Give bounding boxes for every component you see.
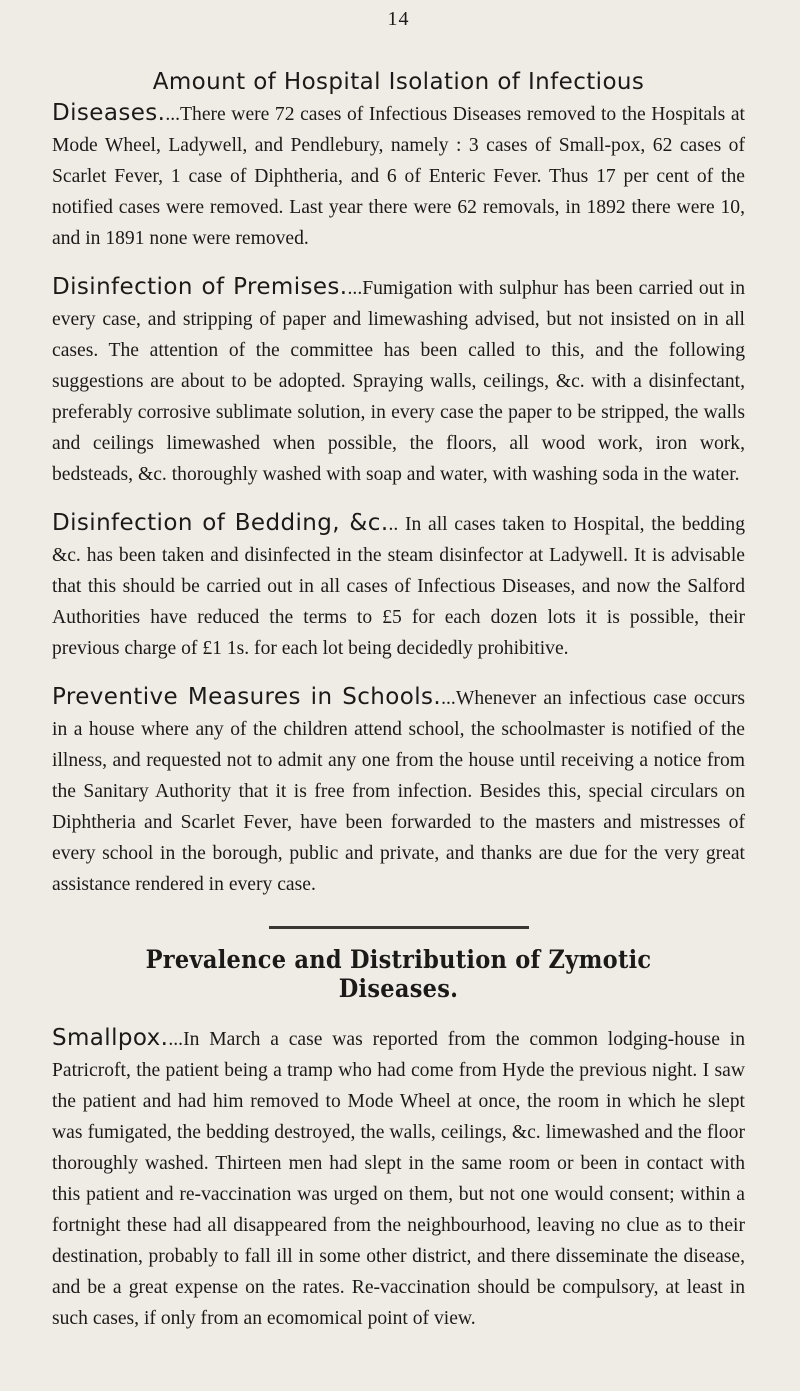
schools-body: ...Whenever an infectious case occurs in a house where any of the children attend school, the schoolmaster is notified of the illness, and requested not to admit any one from the house until receiving a notice from the Sanitary Authority that it is free from infection. Besides this, special circulars on Diphtheria and Scarlet Fever, have been forwarded to the masters and mistresses of every school in the borough, public and private, and thanks are due for the very great assistance rendered in every case. <box>52 688 745 895</box>
smallpox-body: ...In March a case was reported from the common lodging-house in Patricroft, the patient being a tramp who had come from Hyde the previous night. I saw the patient and had him removed to Mode Wheel at once, the room in which he slept was fumigated, the bedding destroyed, the walls, ceilings, &c. limewashed and the floor thoroughly washed. Thirteen men had slept in the same room or been in contact with this patient and re-vaccination was urged on them, but not one would consent; within a fortnight these had all disappeared from the neighbourhood, leaving no clue as to their destination, probably to fall ill in some other district, and there disseminate the disease, and be a great expense on the rates. Re-vaccination should be compulsory, at least in such cases, if only from an ecomomical point of view. <box>52 1029 745 1329</box>
premises-body: ...Fumigation with sulphur has been carried out in every case, and stripping of paper and limewashing advised, but not insisted on in all cases. The attention of the committee has been called to this, and the following suggestions are about to be adopted. Spraying walls, ceilings, &c. with a disinfectant, preferably corrosive sublimate solution, in every case the paper to be stripped, the walls and ceilings limewashed when possible, the floors, all wood work, iron work, bedsteads, &c. thoroughly washed with soap and water, with washing soda in the water. <box>52 278 745 485</box>
premises-heading: Disinfection of Premises. <box>52 274 348 300</box>
bedding-heading: Disinfection of Bedding, &c. <box>52 510 389 536</box>
page-number: 14 <box>387 8 410 30</box>
bedding-body: .. In all cases taken to Hospital, the bedding &c. has been taken and disinfected in the steam disinfector at Ladywell. It is advisable that this should be carried out in all cases of Infectious Diseases, and now the Salford Authorities have reduced the terms to £5 for each dozen lots it is possible, their previous charge of £1 1s. for each lot being decidedly prohibitive. <box>52 514 745 659</box>
isolation-body: ...There were 72 cases of Infectious Diseases removed to the Hospitals at Mode Wheel, Ladywell, and Pendlebury, namely : 3 cases of Small-pox, 62 cases of Scarlet Fever, 1 case of Diphtheria, and 6 of Enteric Fever. Thus 17 per cent of the notified cases were removed. Last year there were 62 removals, in 1892 there were 10, and in 1891 none were removed. <box>52 104 745 249</box>
schools-heading: Preventive Measures in Schools. <box>52 684 442 710</box>
isolation-paragraph <box>52 98 745 254</box>
section-divider <box>269 926 529 929</box>
schools-paragraph <box>52 682 745 900</box>
smallpox-heading: Smallpox. <box>52 1025 169 1051</box>
prevalence-heading: Prevalence and Distribution of Zymotic Diseases. <box>145 945 652 1003</box>
isolation-heading-line1: Amount of Hospital Isolation of Infectious <box>152 69 645 95</box>
premises-paragraph <box>52 272 745 490</box>
bedding-paragraph <box>52 508 745 664</box>
smallpox-paragraph <box>52 1023 745 1334</box>
isolation-heading-line2: Diseases. <box>52 100 166 126</box>
